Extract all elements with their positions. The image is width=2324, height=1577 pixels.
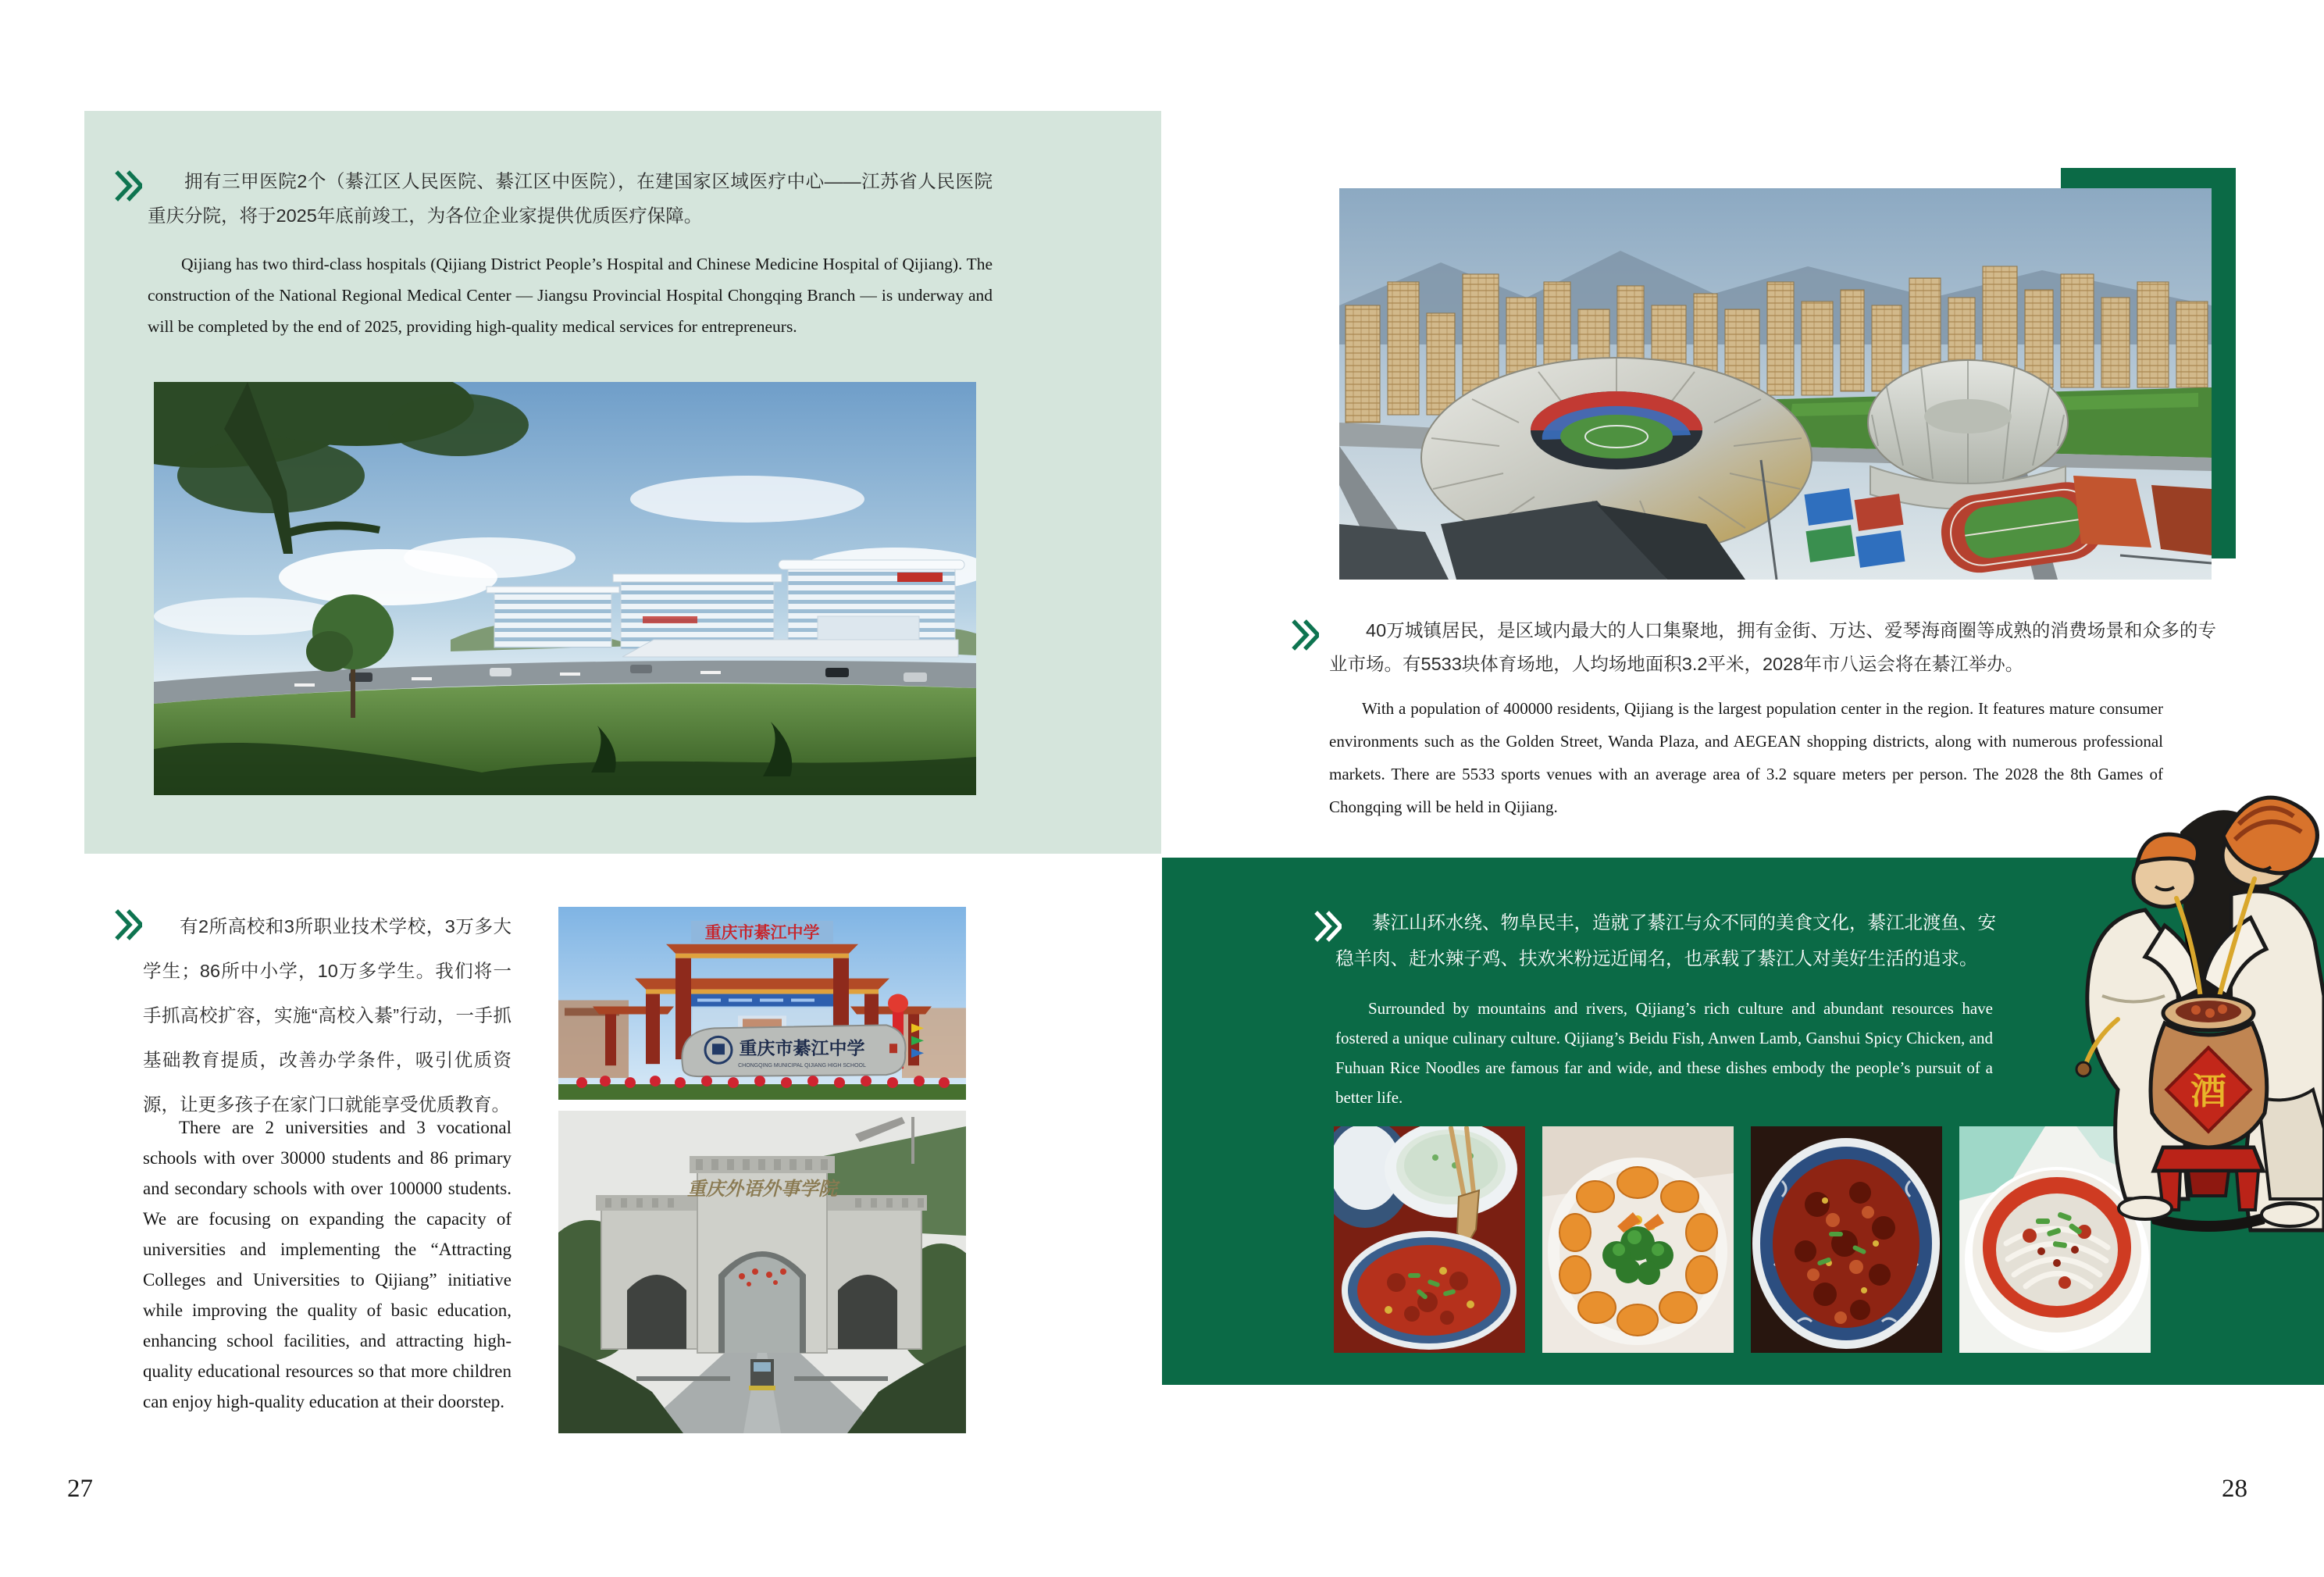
population-paragraph-cn: 40万城镇居民，是区域内最大的人口集聚地，拥有金街、万达、爱琴海商圈等成熟的消费场景和众多的专业市场。有5533块体育场地，人均场地面积3.2平米，2028年市八运会将在綦江举办。 — [1329, 620, 2216, 674]
drinking-figures-illustration — [2071, 762, 2324, 1238]
stadium-aerial-photo — [1339, 188, 2212, 580]
chevron-right-icon — [114, 908, 142, 942]
food-photo-anwen-lamb-dish — [1542, 1126, 1734, 1353]
cuisine-paragraph-cn: 綦江山环水绕、物阜民丰，造就了綦江与众不同的美食文化，綦江北渡鱼、安稳羊肉、赶水辣子鸡、扶欢米粉远近闻名，也承载了綦江人对美好生活的追求。 — [1335, 912, 1996, 969]
food-photo-ganshui-spicy-chicken — [1751, 1126, 1942, 1353]
education-paragraph-en: There are 2 universities and 3 vocational schools with over 30000 students and 86 primary and secondary schools with over 100000 students. We are focusing on expanding the capacity of universities and implementing the “Attracting Colleges and Universities to Qijiang” initiative while improving the quality of basic education, enhancing school facilities, and attracting high-quality educational resources so that more children can enjoy high-quality education at their doorstep. — [143, 1118, 511, 1411]
wine-jar-label: 酒 — [2190, 1072, 2226, 1111]
foreign-studies-college-gate-photo — [558, 1111, 966, 1433]
chevron-right-icon — [114, 169, 142, 203]
college-gate-sign: 重庆外语外事学院 — [687, 1179, 837, 1200]
page-number-left: 27 — [67, 1475, 93, 1503]
education-paragraph-cn: 有2所高校和3所职业技术学校，3万多大学生；86所中小学，10万多学生。我们将一手抓高校扩容，实施“高校入綦”行动，一手抓基础教育提质，改善办学条件，吸引优质资源，让更多孩子在家门口就能享受优质教育。 — [143, 916, 511, 1115]
hospital-rendering-photo — [154, 382, 976, 795]
medical-paragraph-cn: 拥有三甲医院2个（綦江区人民医院、綦江区中医院），在建国家区域医疗中心——江苏省人民医院重庆分院，将于2025年底前竣工，为各位企业家提供优质医疗保障。 — [148, 171, 993, 226]
school-gate-stone-text-en: CHONGQING MUNICIPAL QIJIANG HIGH SCHOOL — [738, 1063, 866, 1069]
cuisine-paragraph-en: Surrounded by mountains and rivers, Qijiang’s rich culture and abundant resources have fostered a unique culinary culture. Qijiang’s Beidu Fish, Anwen Lamb, Ganshui Spicy Chicken, and Fuhuan Rice Noodles are famous far and wide, and these dishes embody the people’s pursuit of a better life. — [1335, 999, 1993, 1107]
school-gate-top-sign: 重庆市綦江中学 — [704, 922, 820, 942]
qijiang-high-school-gate-photo — [558, 907, 966, 1100]
medical-paragraph-en: Qijiang has two third-class hospitals (Qijiang District People’s Hospital and Chinese Medicine Hospital of Qijiang). The construction of the National Regional Medical Center — Jiangsu Provincial Hospital Chongqing Branch — is underway and will be completed by the end of 2025, providing high-quality medical services for entrepreneurs. — [148, 255, 993, 336]
school-gate-stone-text-cn: 重庆市綦江中学 — [739, 1039, 865, 1059]
page-number-right: 28 — [2222, 1475, 2247, 1503]
food-photo-beidu-fish — [1334, 1126, 1525, 1353]
population-paragraph-en: With a population of 400000 residents, Qijiang is the largest population center in the region. It features mature consumer environments such as the Golden Street, Wanda Plaza, and AEGEAN shopping districts, along with numerous professional markets. There are 5533 sports venues with an average area of 3.2 square meters per person. The 2028 the 8th Games of Chongqing will be held in Qijiang. — [1329, 699, 2163, 816]
chevron-right-icon — [1291, 618, 1319, 652]
